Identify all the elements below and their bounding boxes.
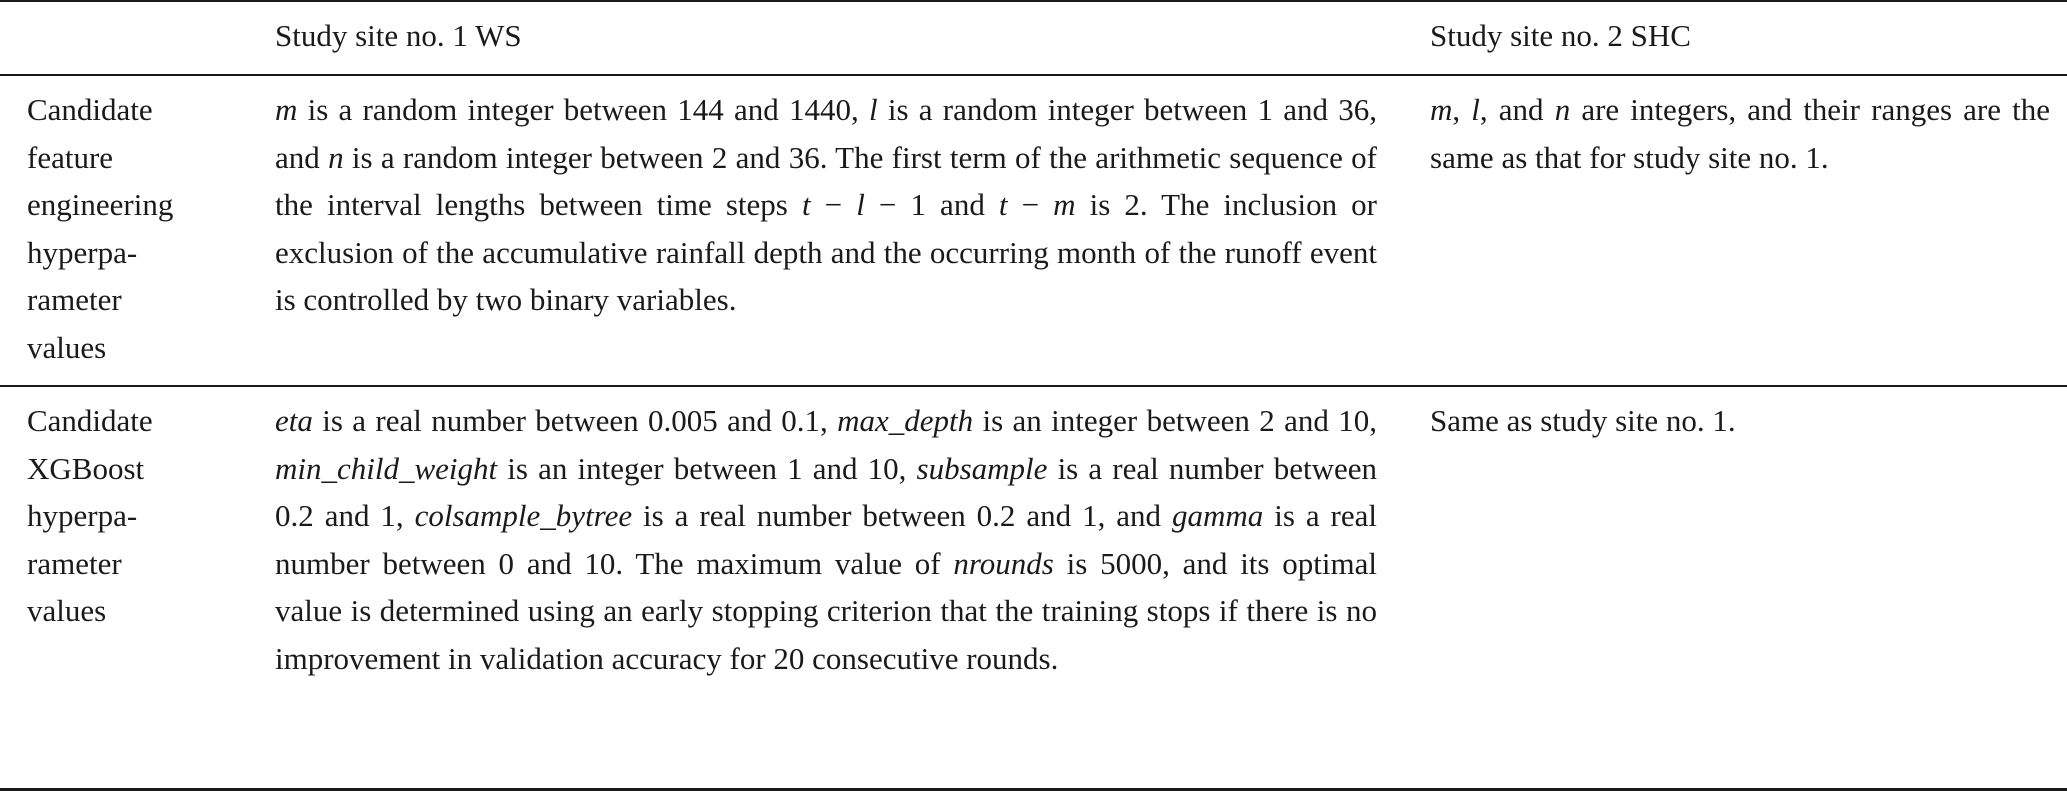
text-run: − (810, 187, 857, 222)
row1-label-line: Candidate (27, 92, 153, 127)
text-run: is a random integer between 144 and 1440, (297, 92, 869, 127)
header-rule (0, 74, 2067, 76)
text-run: Same as study site no. 1. (1430, 403, 1736, 438)
row1-label-line: rameter (27, 282, 122, 317)
italic-term: n (1554, 92, 1571, 127)
italic-term: m (1053, 187, 1076, 222)
row2-label-line: XGBoost (27, 450, 145, 486)
italic-term: nrounds (953, 545, 1054, 581)
italic-term: l (1471, 92, 1480, 127)
text-run: , (1452, 92, 1472, 127)
text-run: is a random integer between 2 and 36. The first term of the arithmetic sequence of the interval lengths between time steps (275, 139, 1377, 222)
row2-label (27, 397, 227, 635)
text-run: − 1 and (864, 187, 999, 222)
text-run: is an integer between 1 and 10, (497, 450, 917, 486)
row2-label-line: values (27, 593, 107, 628)
italic-term: n (328, 139, 344, 175)
row2-label-line: Candidate (27, 403, 153, 438)
header-col2: Study site no. 1 WS (275, 18, 522, 53)
italic-term: min_child_weight (275, 450, 498, 486)
row1-label-line: hyperpa- (27, 234, 138, 270)
row2-site2-cell (1430, 397, 2050, 445)
italic-term: l (856, 187, 865, 222)
row2-label-line: hyperpa- (27, 498, 138, 533)
text-run: is 2. The inclusion or exclusion of the accumulative rainfall depth and the occurring month of the runoff event is controlled by two binary variables. (275, 187, 1377, 317)
row2-label-line: rameter (27, 545, 122, 581)
text-run: is a real number between 0.2 and 1, and (632, 498, 1172, 533)
row1-site1-cell (275, 86, 1377, 324)
italic-term: max_depth (837, 403, 974, 438)
table-top-rule (0, 0, 2067, 2)
text-run: − (1007, 187, 1054, 222)
row1-site2-cell (1430, 86, 2050, 181)
text-run: are integers, and their ranges are the same as that for study site no. 1. (1430, 92, 2051, 175)
text-run: is a real number between 0 and 10. The maximum value of (275, 498, 1378, 581)
text-run: , and (1479, 92, 1555, 127)
text-run: is a random integer between 1 and 36, and (275, 92, 1377, 175)
text-run: is a real number between 0.005 and 0.1, (312, 403, 838, 438)
row1-label (27, 86, 227, 371)
row2-site1-cell (275, 397, 1377, 682)
header-col3: Study site no. 2 SHC (1430, 18, 1691, 53)
row1-label-line: feature (27, 139, 114, 175)
row-divider-rule (0, 385, 2067, 387)
text-run: is 5000, and its optimal value is determined using an early stopping criterion that the training stops if there is no improvement in validation accuracy for 20 consecutive rounds. (275, 545, 1377, 676)
italic-term: subsample (916, 450, 1048, 486)
italic-term: colsample_bytree (414, 498, 633, 533)
row1-label-line: values (27, 329, 107, 365)
italic-term: m (1430, 92, 1453, 127)
italic-term: l (869, 92, 878, 127)
italic-term: t (801, 187, 811, 222)
italic-term: gamma (1171, 498, 1264, 533)
italic-term: eta (275, 403, 313, 438)
text-run: is an integer between 2 and 10, (973, 403, 1378, 438)
italic-term: m (275, 92, 298, 127)
row1-label-line: engineering (27, 187, 174, 222)
text-run: is a real number between 0.2 and 1, (275, 450, 1377, 533)
italic-term: t (998, 187, 1008, 222)
